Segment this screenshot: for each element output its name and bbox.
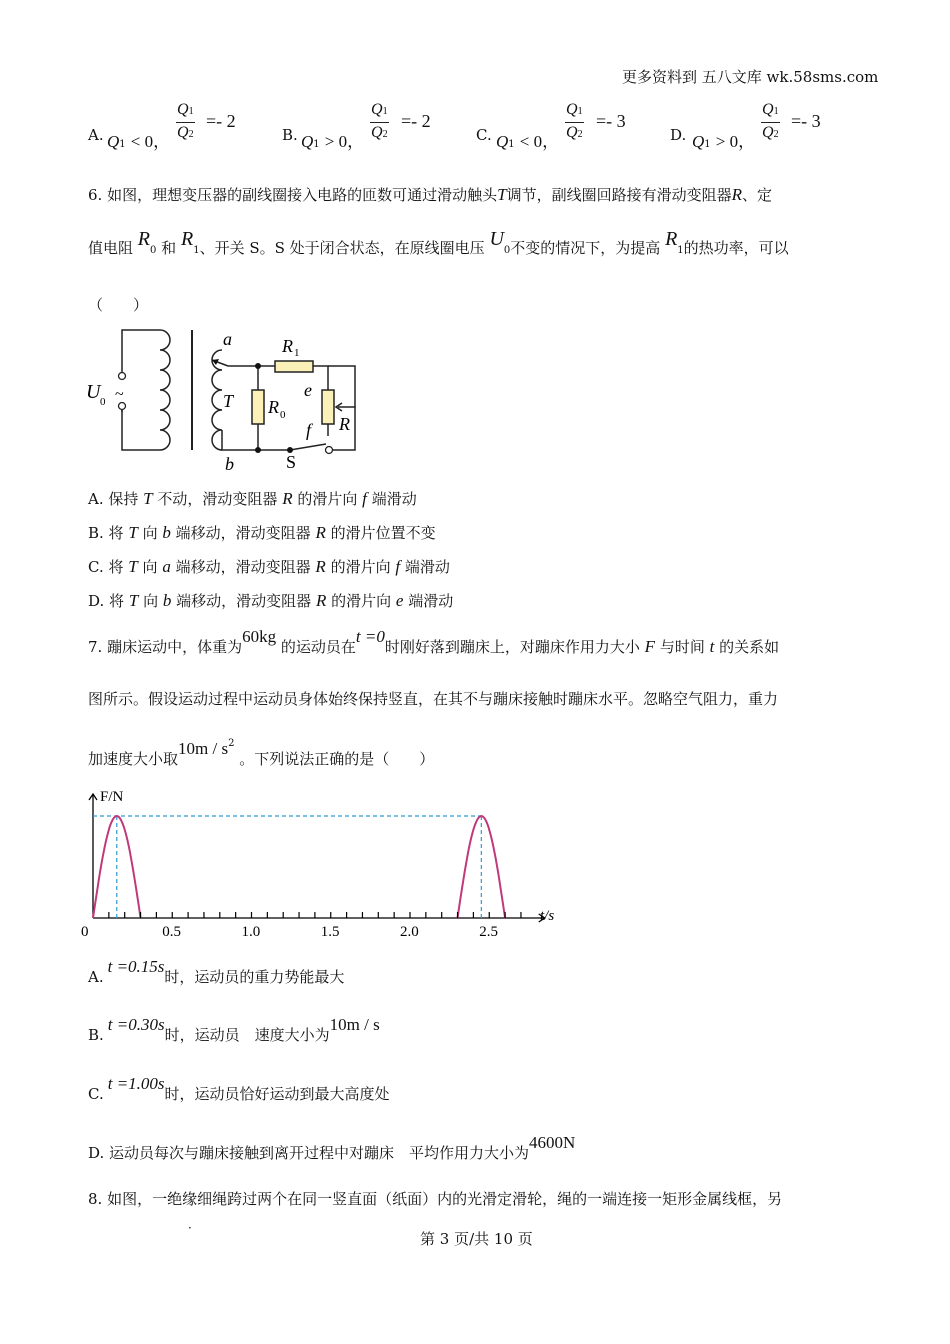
- q6-option-a: A. 保持 T 不动，滑动变阻器 R 的滑片向 f 端滑动: [88, 489, 417, 508]
- svg-text:e: e: [304, 380, 312, 400]
- svg-text:S: S: [286, 452, 297, 472]
- q7-option-b: B.t =0.30s时，运动员 速度大小为10m / s: [88, 1015, 380, 1044]
- q6-answer-blank: （ ）: [88, 296, 149, 314]
- q8-stem-line1: 8. 如图，一绝缘细绳跨过两个在同一竖直面（纸面）内的光滑定滑轮，绳的一端连接一矩形金属线框，另: [88, 1190, 783, 1208]
- q5-option-a-fraction: $\frac{Q1}{Q2}$: [177, 101, 194, 141]
- chart-guides: [93, 816, 481, 918]
- svg-text:a: a: [223, 329, 232, 349]
- x-tick-label: 1.0: [241, 924, 261, 940]
- q5-option-d-condition: Q1 > 0，: [692, 132, 756, 151]
- q5-option-a-condition: Q1 < 0，: [107, 132, 171, 151]
- q5-option-b-fraction: $\frac{Q1}{Q2}$: [371, 101, 388, 141]
- svg-text:0: 0: [280, 409, 286, 421]
- footer-page-number: 第 3 页/共 10 页: [420, 1230, 533, 1248]
- x-tick-label: 1.5: [320, 924, 340, 940]
- q5-option-c-condition: Q1 < 0，: [496, 132, 560, 151]
- svg-text:R: R: [268, 397, 279, 417]
- q6-option-b: B. 将 T 向 b 端移动，滑动变阻器 R 的滑片位置不变: [88, 523, 436, 542]
- q7-stem-line3: 加速度大小取$10m / s^2$ 。下列说法正确的是（ ）: [88, 738, 435, 768]
- svg-text:0: 0: [100, 396, 106, 408]
- q5-option-d-rhs: =- 3: [791, 111, 821, 131]
- x-tick-label: 2.0: [400, 924, 419, 940]
- q6-stem-line1: 6. 如图，理想变压器的副线圈接入电路的匝数可通过滑动触头T调节，副线圈回路接有滑动变阻器R、定: [88, 185, 772, 204]
- q5-option-c-fraction: $\frac{Q1}{Q2}$: [566, 101, 583, 141]
- q5-option-c-letter: C.: [476, 126, 492, 144]
- svg-text:T: T: [223, 391, 234, 411]
- chart-ticks: [81, 912, 521, 940]
- q7-option-a: A.t =0.15s时，运动员的重力势能最大: [88, 957, 345, 986]
- q5-option-a-letter: A.: [88, 126, 104, 144]
- chart-xlabel: t/s: [540, 908, 555, 924]
- q5-option-d-letter: D.: [670, 126, 687, 144]
- x-tick-label: 2.5: [479, 924, 498, 940]
- svg-text:U: U: [86, 381, 101, 403]
- chart-axes: [89, 794, 545, 922]
- header-source-note: 更多资料到 五八文库 wk.58sms.com: [622, 68, 879, 86]
- svg-text:f: f: [306, 420, 312, 440]
- q6-option-d: D. 将 T 向 b 端移动，滑动变阻器 R 的滑片向 e 端滑动: [88, 591, 454, 610]
- svg-text:b: b: [225, 454, 234, 474]
- svg-text:R: R: [282, 336, 293, 356]
- svg-text:1: 1: [294, 347, 300, 359]
- q6-option-c: C. 将 T 向 a 端移动，滑动变阻器 R 的滑片向 f 端滑动: [88, 557, 450, 576]
- q5-option-d-fraction: $\frac{Q1}{Q2}$: [762, 101, 779, 141]
- x-tick-label: 0.5: [162, 924, 181, 940]
- q7-stem-line2: 图所示。假设运动过程中运动员身体始终保持竖直，在其不与蹦床接触时蹦床水平。忽略空气阻力，重力: [88, 690, 779, 708]
- x-tick-label: 0: [81, 924, 89, 940]
- chart-curves: [93, 816, 505, 918]
- q5-option-c-rhs: =- 3: [596, 111, 626, 131]
- q6-circuit-diagram: [80, 318, 380, 478]
- q7-force-time-chart: [80, 786, 560, 946]
- svg-text:~: ~: [115, 386, 124, 403]
- chart-ylabel: F/N: [100, 789, 124, 805]
- q5-option-b-rhs: =- 2: [401, 111, 431, 131]
- q5-option-b-letter: B.: [282, 126, 298, 144]
- svg-text:R: R: [339, 414, 350, 434]
- q7-option-d: D. 运动员每次与蹦床接触到离开过程中对蹦床 平均作用力大小为4600N: [88, 1133, 576, 1162]
- q5-option-b-condition: Q1 > 0，: [301, 132, 365, 151]
- footer-dot: ·: [188, 1221, 192, 1235]
- q7-stem-line1: 7. 蹦床运动中，体重为60kg 的运动员在t =0时刚好落到蹦床上，对蹦床作用力大小 F 与时间 t 的关系如: [88, 627, 780, 656]
- q6-stem-line2: 值电阻 R0 和 R1、开关 S。S 处于闭合状态，在原线圈电压 U0不变的情况下，为提高 R1的热功率，可以: [88, 228, 789, 257]
- q5-option-a-rhs: =- 2: [206, 111, 236, 131]
- q7-option-c: C.t =1.00s时，运动员恰好运动到最大高度处: [88, 1074, 390, 1103]
